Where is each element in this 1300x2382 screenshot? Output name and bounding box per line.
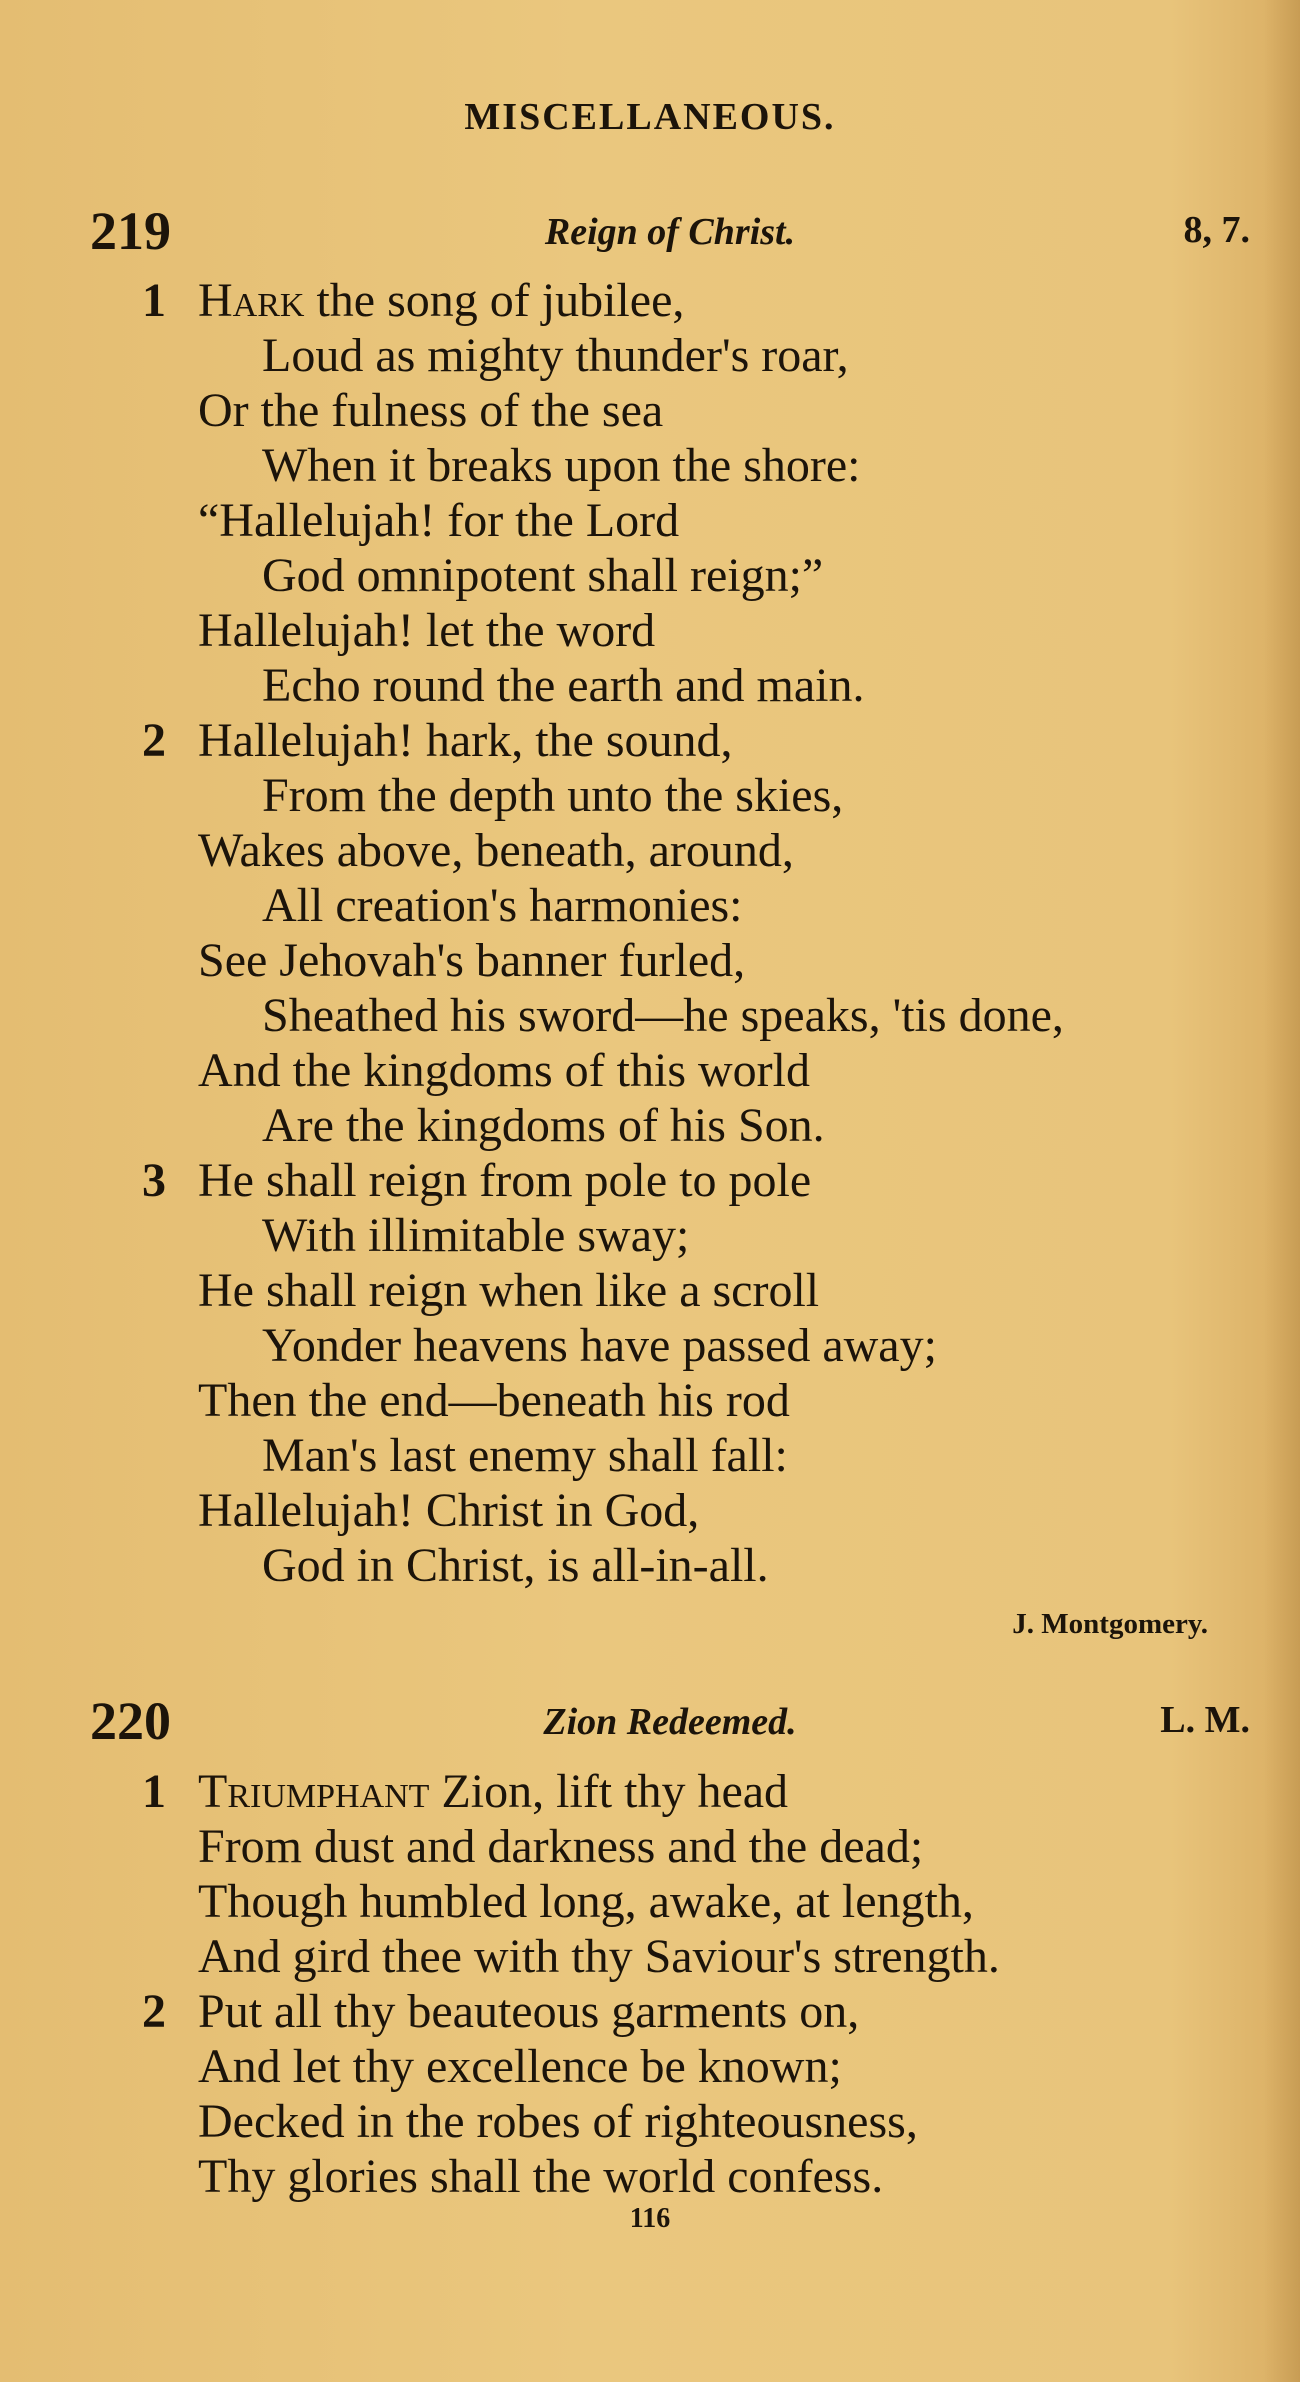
first-word: Hark xyxy=(198,274,305,327)
verse-line: Yonder heavens have passed away; xyxy=(262,1319,937,1372)
verse-line: Hark the song of jubilee, xyxy=(198,274,685,327)
verse-number: 2 xyxy=(142,1985,166,2038)
hymn-number: 220 xyxy=(90,1691,171,1751)
verse-line: Triumphant Zion, lift thy head xyxy=(198,1765,789,1818)
verse-number: 3 xyxy=(142,1154,166,1207)
verse-line: Put all thy beauteous garments on, xyxy=(198,1985,860,2038)
verse-line: See Jehovah's banner furled, xyxy=(198,934,746,987)
verse-number: 1 xyxy=(142,274,166,327)
first-word: Triumphant xyxy=(198,1765,430,1818)
hymn-author: J. Montgomery. xyxy=(1012,1608,1208,1640)
verse-line: Then the end—beneath his rod xyxy=(198,1374,790,1427)
verse-line: Thy glories shall the world confess. xyxy=(198,2150,884,2203)
verse-line: Hallelujah! let the word xyxy=(198,604,656,657)
verse-line: “Hallelujah! for the Lord xyxy=(198,494,680,547)
verse-line: From dust and darkness and the dead; xyxy=(198,1820,924,1873)
hymn-meter: 8, 7. xyxy=(1183,209,1250,251)
page-number: 116 xyxy=(629,2203,671,2234)
verse-line: Hallelujah! hark, the sound, xyxy=(198,714,733,767)
verse-line: When it breaks upon the shore: xyxy=(262,439,861,492)
verse-line: Are the kingdoms of his Son. xyxy=(262,1099,825,1152)
verse-line: And let thy excellence be known; xyxy=(198,2040,842,2093)
verse-line: Decked in the robes of righteousness, xyxy=(198,2095,918,2148)
running-head: MISCELLANEOUS. xyxy=(464,96,836,138)
verse-number: 2 xyxy=(142,714,166,767)
hymn-meter: L. M. xyxy=(1160,1699,1250,1741)
verse-number: 1 xyxy=(142,1765,166,1818)
verse-line: Echo round the earth and main. xyxy=(262,659,865,712)
hymn-title: Reign of Christ. xyxy=(544,211,796,253)
verse-line: God in Christ, is all-in-all. xyxy=(262,1539,769,1592)
verse-line: And the kingdoms of this world xyxy=(198,1044,810,1097)
verse-line: He shall reign from pole to pole xyxy=(198,1154,812,1207)
verse-line: And gird thee with thy Saviour's strength. xyxy=(198,1930,1000,1983)
hymn-number: 219 xyxy=(90,201,171,261)
verse-line: From the depth unto the skies, xyxy=(262,769,844,822)
page-edge-shadow xyxy=(1264,0,1300,2382)
hymn-title: Zion Redeemed. xyxy=(543,1701,797,1743)
verse-line: Hallelujah! Christ in God, xyxy=(198,1484,700,1537)
verse-line: All creation's harmonies: xyxy=(262,879,743,932)
verse-line: With illimitable sway; xyxy=(262,1209,690,1262)
verse-line: Sheathed his sword—he speaks, 'tis done, xyxy=(262,989,1064,1042)
hymn-219-header xyxy=(90,200,1250,260)
verse-line: Though humbled long, awake, at length, xyxy=(198,1875,974,1928)
verse-line: God omnipotent shall reign;” xyxy=(262,549,824,602)
verse-line: Wakes above, beneath, around, xyxy=(198,824,794,877)
verse-line: He shall reign when like a scroll xyxy=(198,1264,820,1317)
verse-line: Or the fulness of the sea xyxy=(198,384,664,437)
hymn-220-header xyxy=(90,1690,1250,1750)
verse-line: Loud as mighty thunder's roar, xyxy=(262,329,849,382)
verse-line: Man's last enemy shall fall: xyxy=(262,1429,788,1482)
